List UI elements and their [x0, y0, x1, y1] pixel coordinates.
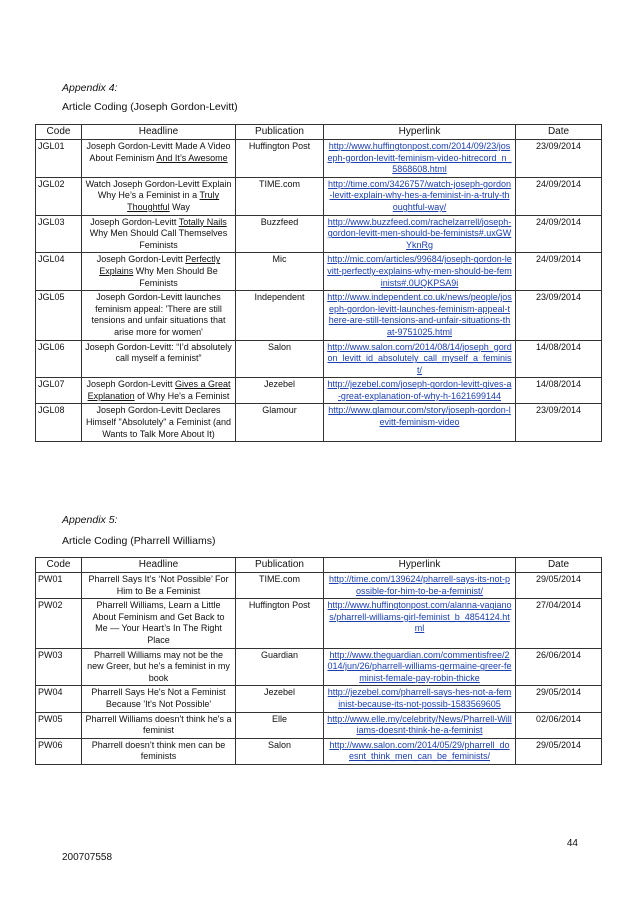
- headline-text-end: Why Men Should Be Feminists: [133, 265, 218, 288]
- row-hyperlink[interactable]: http://www.salon.com/2014/05/29/pharrell_doesnt_think_men_can_be_feminists/: [324, 738, 516, 764]
- row-date: 26/06/2014: [516, 648, 602, 686]
- row-date: 29/05/2014: [516, 738, 602, 764]
- row-date: 27/04/2014: [516, 599, 602, 648]
- row-date: 23/09/2014: [516, 404, 602, 442]
- row-publication: Jezebel: [236, 686, 324, 712]
- row-hyperlink[interactable]: http://www.glamour.com/story/joseph-gordon-levitt-feminism-video: [324, 404, 516, 442]
- col-publication: Publication: [236, 125, 324, 140]
- headline-text: Pharrell doesn’t think men can be feminists: [91, 739, 226, 762]
- row-code: PW02: [36, 599, 82, 648]
- row-hyperlink[interactable]: http://mic.com/articles/99684/joseph-gordon-levitt-perfectly-explains-why-men-should-be-feminists#.0UQKPSA9i: [324, 253, 516, 291]
- col-publication: Publication: [236, 558, 324, 573]
- row-code: PW06: [36, 738, 82, 764]
- row-hyperlink[interactable]: http://www.huffingtonpost.com/alanna-vagianos/pharrell-williams-girl-feminist_b_4854124.html: [324, 599, 516, 648]
- table-row: [36, 686, 602, 712]
- table-row: [36, 253, 602, 291]
- headline-underlined-text: Truly Thoughtful: [127, 190, 220, 212]
- row-code: JGL03: [36, 215, 82, 253]
- headline-text: Joseph Gordon-Levitt: [96, 254, 186, 265]
- row-hyperlink[interactable]: http://jezebel.com/pharrell-says-hes-not-a-feminist-because-its-not-possib-1583569605: [324, 686, 516, 712]
- document-id: 200707558: [62, 852, 113, 863]
- row-hyperlink[interactable]: http://www.elle.my/celebrity/News/Pharrell-Williams-doesnt-think-he-a-feminist: [324, 712, 516, 738]
- headline-text: Joseph Gordon-Levitt: [90, 216, 179, 227]
- row-hyperlink[interactable]: http://jezebel.com/joseph-gordon-levitt-gives-a-great-explanation-of-why-h-1621699144: [324, 378, 516, 404]
- row-headline: [82, 140, 236, 178]
- row-hyperlink[interactable]: http://www.salon.com/2014/08/14/joseph_gordon_levitt_id_absolutely_call_myself_a_feminist/: [324, 340, 516, 378]
- row-code: PW01: [36, 573, 82, 599]
- row-publication: Mic: [236, 253, 324, 291]
- headline-text: Joseph Gordon-Levitt Declares Himself "Absolutely" a Feminist (and Wants to Talk More About It): [86, 405, 231, 439]
- row-code: PW03: [36, 648, 82, 686]
- table-row: [36, 215, 602, 253]
- row-hyperlink[interactable]: http://time.com/3426757/watch-joseph-gordon-levitt-explain-why-hes-a-feminist-in-a-truly-thoughtful-way/: [324, 177, 516, 215]
- row-headline: [82, 686, 236, 712]
- row-headline: [82, 340, 236, 378]
- col-headline: Headline: [82, 125, 236, 140]
- col-date: Date: [516, 125, 602, 140]
- headline-underlined-text: Gives a Great Explanation: [87, 379, 231, 401]
- row-code: JGL06: [36, 340, 82, 378]
- headline-text-end: Way: [169, 201, 190, 212]
- row-headline: [82, 404, 236, 442]
- table-row: [36, 738, 602, 764]
- row-headline: [82, 215, 236, 253]
- col-headline: Headline: [82, 558, 236, 573]
- headline-text-end: of Why He's a Feminist: [134, 390, 230, 401]
- row-code: PW04: [36, 686, 82, 712]
- row-code: PW05: [36, 712, 82, 738]
- row-code: JGL05: [36, 291, 82, 340]
- row-date: 14/08/2014: [516, 340, 602, 378]
- headline-text: Pharrell Says It’s ‘Not Possible’ For Him to Be a Feminist: [88, 574, 229, 596]
- row-date: 02/06/2014: [516, 712, 602, 738]
- row-headline: [82, 648, 236, 686]
- headline-underlined-text: Totally Nails: [178, 216, 227, 227]
- row-headline: [82, 177, 236, 215]
- row-publication: Guardian: [236, 648, 324, 686]
- row-date: 23/09/2014: [516, 291, 602, 340]
- headline-underlined-text: And It’s Awesome: [156, 152, 228, 163]
- table-row: [36, 648, 602, 686]
- headline-text: Pharrell Williams doesn't think he's a feminist: [85, 713, 232, 736]
- headline-text: Joseph Gordon-Levitt launches feminism appeal: 'There are still tensions and unfair situations that arise more for women': [91, 292, 226, 337]
- col-hyperlink: Hyperlink: [324, 558, 516, 573]
- table-row: [36, 340, 602, 378]
- row-publication: Elle: [236, 712, 324, 738]
- row-headline: [82, 712, 236, 738]
- row-publication: Glamour: [236, 404, 324, 442]
- row-publication: Jezebel: [236, 378, 324, 404]
- headline-text-end: Why Men Should Call Themselves Feminists: [89, 228, 228, 250]
- headline-text: Joseph Gordon-Levitt: [86, 379, 176, 390]
- row-publication: Salon: [236, 738, 324, 764]
- row-code: JGL04: [36, 253, 82, 291]
- row-hyperlink[interactable]: http://time.com/139624/pharrell-says-its-not-possible-for-him-to-be-a-feminist/: [324, 573, 516, 599]
- headline-text: Pharrell Williams may not be the new Greer, but he's a feminist in my book: [87, 649, 230, 683]
- headline-underlined-text: Perfectly Explains: [99, 254, 221, 276]
- table-row: [36, 177, 602, 215]
- row-headline: [82, 573, 236, 599]
- row-code: JGL08: [36, 404, 82, 442]
- row-date: 24/09/2014: [516, 253, 602, 291]
- appendix-5-table: [35, 557, 602, 765]
- row-publication: Huffington Post: [236, 599, 324, 648]
- row-headline: [82, 378, 236, 404]
- row-code: JGL02: [36, 177, 82, 215]
- row-headline: [82, 599, 236, 648]
- row-publication: TIME.com: [236, 177, 324, 215]
- col-code: Code: [36, 558, 82, 573]
- row-hyperlink[interactable]: http://www.buzzfeed.com/rachelzarrell/joseph-gordon-levitt-men-should-be-feminists#.uxGWYknRg: [324, 215, 516, 253]
- col-date: Date: [516, 558, 602, 573]
- row-hyperlink[interactable]: http://www.independent.co.uk/news/people/joseph-gordon-levitt-launches-feminism-appeal-there-are-still-tensions-and-unfair-situations-that-9751025.html: [324, 291, 516, 340]
- headline-text: Pharrell Williams, Learn a Little About Feminism and Get Back to Me — Your Heart’s In The Right Place: [92, 600, 225, 645]
- row-publication: TIME.com: [236, 573, 324, 599]
- appendix-4-subtitle: Article Coding (Joseph Gordon-Levitt): [62, 101, 238, 113]
- row-date: 14/08/2014: [516, 378, 602, 404]
- table-row: [36, 599, 602, 648]
- row-publication: Salon: [236, 340, 324, 378]
- row-hyperlink[interactable]: http://www.theguardian.com/commentisfree/2014/jun/26/pharrell-williams-germaine-greer-feminist-female-pay-robin-thicke: [324, 648, 516, 686]
- headline-text: Watch Joseph Gordon-Levitt Explain Why He’s a Feminist in a: [85, 178, 232, 201]
- headline-text: Joseph Gordon-Levitt Made A Video About Feminism: [86, 141, 231, 163]
- headline-text: Pharrell Says He's Not a Feminist Because 'It's Not Possible': [91, 687, 226, 709]
- row-date: 29/05/2014: [516, 686, 602, 712]
- col-hyperlink: Hyperlink: [324, 125, 516, 140]
- row-headline: [82, 738, 236, 764]
- table-row: [36, 712, 602, 738]
- headline-text: Joseph Gordon-Levitt: “I’d absolutely call myself a feminist”: [85, 341, 232, 364]
- table-row: [36, 404, 602, 442]
- appendix-4-table: [35, 124, 602, 442]
- appendix-4-title: Appendix 4:: [62, 82, 118, 94]
- page-number: 44: [566, 838, 578, 849]
- row-publication: Huffington Post: [236, 140, 324, 178]
- table-row: [36, 140, 602, 178]
- table-row: [36, 291, 602, 340]
- appendix-5-subtitle: Article Coding (Pharrell Williams): [62, 535, 216, 547]
- row-headline: [82, 253, 236, 291]
- row-publication: Independent: [236, 291, 324, 340]
- row-hyperlink[interactable]: http://www.huffingtonpost.com/2014/09/23/joseph-gordon-levitt-feminism-video-hitrecord_n_5868608.html: [324, 140, 516, 178]
- row-date: 24/09/2014: [516, 215, 602, 253]
- appendix-5-title: Appendix 5:: [62, 514, 118, 526]
- row-code: JGL07: [36, 378, 82, 404]
- row-headline: [82, 291, 236, 340]
- row-code: JGL01: [36, 140, 82, 178]
- row-date: 23/09/2014: [516, 140, 602, 178]
- row-date: 29/05/2014: [516, 573, 602, 599]
- row-publication: Buzzfeed: [236, 215, 324, 253]
- table-row: [36, 378, 602, 404]
- row-date: 24/09/2014: [516, 177, 602, 215]
- table-row: [36, 573, 602, 599]
- col-code: Code: [36, 125, 82, 140]
